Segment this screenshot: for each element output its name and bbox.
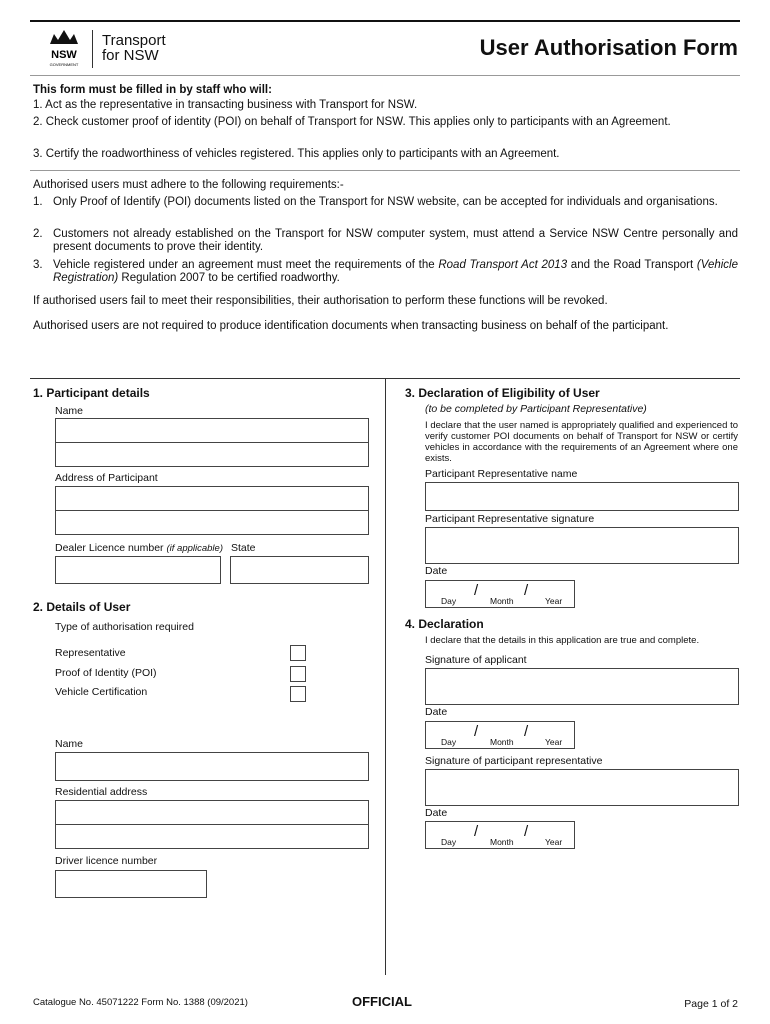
requirement-2: 2. Customers not already established on the Transport for NSW computer system, must attend a Service NSW Centre personally and present documents to prove their identity. — [33, 228, 738, 253]
requirement-3: 3. Vehicle registered under an agreement must meet the requirements of the Road Transport Act 2013 and the Road Transport (Vehicle Registration) Regulation 2007 to be certified roadworthy. — [33, 259, 738, 284]
rep-name-label: Participant Representative name — [425, 468, 578, 480]
section-1-title: 1. Participant details — [33, 386, 150, 400]
logo-divider — [92, 30, 93, 68]
catalogue-number: Catalogue No. 45071222 Form No. 1388 (09/2021) — [33, 997, 248, 1008]
intro-item: 3. Certify the roadworthiness of vehicles registered. This applies only to participants with an Agreement. — [33, 148, 560, 160]
intro-item: 1. Act as the representative in transacting business with Transport for NSW. — [33, 99, 418, 111]
vehicle-certification-checkbox[interactable] — [290, 686, 306, 702]
applicant-date-field[interactable]: Day / Month / Year — [425, 721, 575, 749]
page-number: Page 1 of 2 — [684, 998, 738, 1010]
nsw-logo — [44, 28, 84, 68]
section-2-title: 2. Details of User — [33, 600, 131, 614]
section-3-title: 3. Declaration of Eligibility of User — [405, 386, 600, 400]
user-name-field[interactable] — [55, 752, 369, 781]
rep-name-field[interactable] — [425, 482, 739, 511]
poi-checkbox[interactable] — [290, 666, 306, 682]
participant-address-field-2[interactable] — [55, 510, 369, 535]
option-poi-label: Proof of Identity (POI) — [55, 667, 157, 679]
divider — [30, 170, 740, 171]
brand-name — [102, 33, 166, 63]
driver-licence-field[interactable] — [55, 870, 207, 898]
state-field[interactable] — [230, 556, 369, 584]
participant-rep-signature-field[interactable] — [425, 769, 739, 806]
option-vehicle-label: Vehicle Certification — [55, 686, 148, 698]
eligibility-declaration-text: I declare that the user named is appropriately qualified and experienced to verify customer POI documents on behalf of Transport for NSW or certify vehicles in accordance with the requirements of an Agreement where one exists. — [425, 420, 738, 464]
rep-signature-field[interactable] — [425, 527, 739, 564]
authorisation-type-label: Type of authorisation required — [55, 621, 194, 633]
brand-line-1: Transport — [102, 32, 166, 49]
user-name-label: Name — [55, 738, 84, 750]
identification-note: Authorised users are not required to produce identification documents when transacting business on behalf of the participant. — [33, 320, 669, 332]
declaration-text: I declare that the details in this application are true and complete. — [425, 635, 700, 646]
date-label: Date — [425, 807, 448, 819]
section-4-title: 4. Declaration — [405, 617, 484, 631]
participant-rep-signature-label: Signature of participant representative — [425, 755, 603, 767]
svg-text:NSW: NSW — [51, 49, 77, 61]
divider — [30, 75, 740, 76]
dealer-licence-label: Dealer Licence number (if applicable) — [55, 542, 223, 554]
representative-checkbox[interactable] — [290, 645, 306, 661]
dealer-licence-field[interactable] — [55, 556, 221, 584]
section-3-subtitle: (to be completed by Participant Representative) — [425, 403, 647, 415]
participant-address-field-1[interactable] — [55, 486, 369, 511]
residential-address-field-2[interactable] — [55, 824, 369, 849]
requirements-heading: Authorised users must adhere to the following requirements:- — [33, 179, 344, 191]
applicant-signature-field[interactable] — [425, 668, 739, 705]
column-divider — [385, 378, 386, 975]
intro-item: 2. Check customer proof of identity (POI) on behalf of Transport for NSW. This applies only to participants with an Agreement. — [33, 116, 671, 128]
svg-text:GOVERNMENT: GOVERNMENT — [49, 62, 79, 67]
residential-address-label: Residential address — [55, 786, 148, 798]
state-label: State — [231, 542, 256, 554]
date-label: Date — [425, 706, 448, 718]
participant-name-field-2[interactable] — [55, 442, 369, 467]
driver-licence-label: Driver licence number — [55, 855, 158, 867]
participant-address-label: Address of Participant — [55, 472, 158, 484]
applicant-signature-label: Signature of applicant — [425, 654, 527, 666]
page-title: User Authorisation Form — [479, 35, 738, 60]
classification-label: OFFICIAL — [352, 994, 412, 1009]
requirement-1: 1. Only Proof of Identify (POI) documents listed on the Transport for NSW website, can be accepted for individuals and organisations. — [33, 196, 718, 208]
brand-line-2: for NSW — [102, 47, 159, 64]
rep-signature-label: Participant Representative signature — [425, 513, 595, 525]
participant-name-label: Name — [55, 405, 84, 417]
top-rule — [30, 20, 740, 22]
rep-date-field[interactable]: Day / Month / Year — [425, 580, 575, 608]
date-label: Date — [425, 565, 448, 577]
participant-rep-date-field[interactable]: Day / Month / Year — [425, 821, 575, 849]
intro-heading: This form must be filled in by staff who will: — [33, 84, 272, 96]
option-representative-label: Representative — [55, 647, 126, 659]
participant-name-field-1[interactable] — [55, 418, 369, 443]
residential-address-field-1[interactable] — [55, 800, 369, 825]
revocation-note: If authorised users fail to meet their responsibilities, their authorisation to perform these functions will be revoked. — [33, 295, 608, 307]
